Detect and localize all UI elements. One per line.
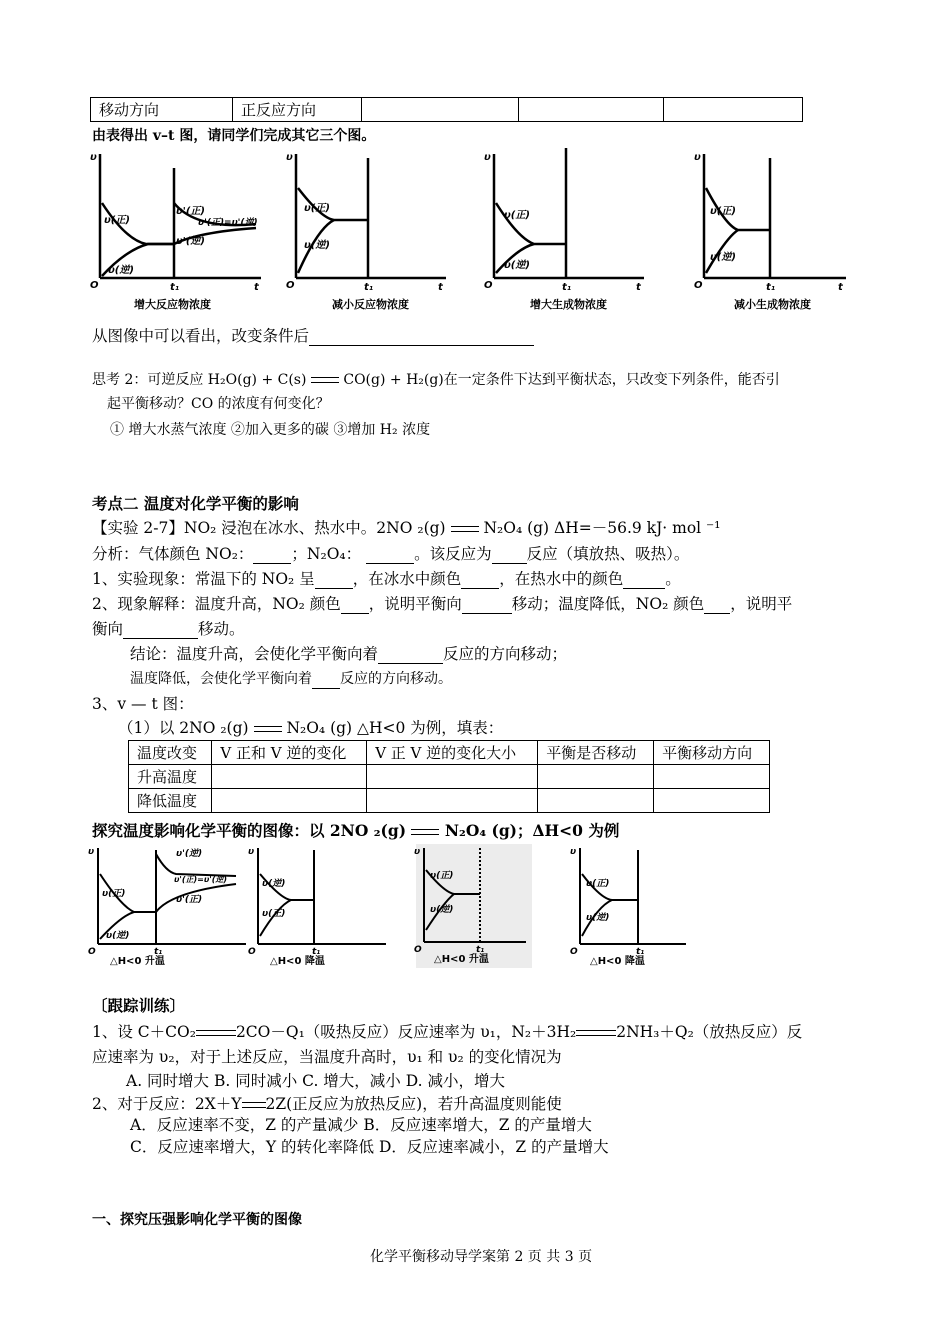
experiment-text: N₂O₄ (g) ΔH=－56.9 kJ· mol ⁻¹ xyxy=(483,519,721,537)
conclusion-text: 反应的方向移动。 xyxy=(340,671,452,687)
equilibrium-arrow-icon xyxy=(451,523,479,535)
q1-options: A. 同时增大 B. 同时减小 C. 增大，减小 D. 减小，增大 xyxy=(126,1072,505,1090)
axis-o-label: O xyxy=(90,280,99,291)
axis-t-label: t xyxy=(254,282,259,293)
axis-o-label: O xyxy=(570,947,578,957)
think2-options: ① 增大水蒸气浓度 ②加入更多的碳 ③增加 H₂ 浓度 xyxy=(110,422,431,438)
axis-v-label: υ xyxy=(248,847,255,857)
page-footer: 化学平衡移动导学案第 2 页 共 3 页 xyxy=(370,1249,593,1265)
q1-text: 2CO－Q₁（吸热反应）反应速率为 υ₁，N₂＋3H₂ xyxy=(235,1023,577,1041)
analysis-text: ；N₂O₄： xyxy=(291,545,362,563)
axis-v-label: υ xyxy=(694,152,701,163)
explore-temp-title xyxy=(92,821,619,841)
phenomenon-text: ，在冰水中颜色 xyxy=(352,570,462,588)
equilibrium-arrow-icon xyxy=(411,826,439,838)
table-cell xyxy=(538,765,654,789)
conclusion-text: 结论：温度升高，会使化学平衡向着 xyxy=(130,645,379,663)
graph-caption: 增大反应物浓度 xyxy=(134,298,211,311)
graphs-row2 xyxy=(86,844,686,970)
conclusion-line2 xyxy=(130,669,452,689)
equilibrium-arrow-icon xyxy=(196,1027,236,1039)
experiment-line xyxy=(92,518,720,538)
axis-o-label: O xyxy=(414,945,422,955)
curve-label: υ(逆) xyxy=(304,240,330,251)
explanation-text: 移动。 xyxy=(198,620,245,638)
table-cell xyxy=(367,765,538,789)
phenomenon-text: 。 xyxy=(665,570,681,588)
graph-caption: 增大生成物浓度 xyxy=(530,298,607,311)
table-cell xyxy=(519,98,664,122)
graph-caption: △H<0 升温 xyxy=(434,954,489,965)
axis-v-label: υ xyxy=(570,847,577,857)
table-row xyxy=(129,765,770,789)
table-cell: 移动方向 xyxy=(91,98,233,122)
q2-line xyxy=(92,1094,562,1114)
explanation-text: 衡向 xyxy=(92,620,124,638)
equilibrium-arrow-icon xyxy=(311,374,339,386)
table-cell xyxy=(664,98,803,122)
table-cell: 正反应方向 xyxy=(233,98,362,122)
analysis-text: 分析：气体颜色 NO₂： xyxy=(92,545,254,563)
axis-t-label: t xyxy=(636,282,641,293)
graph-caption: △H<0 降温 xyxy=(270,956,325,967)
axis-v-label: υ xyxy=(484,152,491,163)
graphs-row1 xyxy=(86,148,876,316)
curve-label: υ(正) xyxy=(102,889,126,899)
table-cell xyxy=(654,765,770,789)
conclusion-line1 xyxy=(130,644,567,664)
curve-label: υ(逆) xyxy=(108,265,134,276)
curve-label: υ(正) xyxy=(504,210,530,221)
axis-v-label: υ xyxy=(88,847,95,857)
practice-title: 〔跟踪训练〕 xyxy=(92,996,186,1015)
top-table xyxy=(90,97,803,122)
curve-label: υ'(正)=υ'(逆) xyxy=(174,875,228,884)
axis-v-label: υ xyxy=(414,847,421,857)
curve-label: υ'(逆) xyxy=(176,849,203,859)
fill-text: N₂O₄ (g) △H<0 为例，填表： xyxy=(286,719,504,737)
q1-text: 1、设 C＋CO₂ xyxy=(92,1023,196,1041)
graph-caption: △H<0 降温 xyxy=(590,956,645,967)
equilibrium-arrow-icon xyxy=(242,1099,266,1111)
explore-text: N₂O₄ (g)；ΔH<0 为例 xyxy=(444,821,620,840)
curve-label: υ(逆) xyxy=(504,260,530,271)
vt-title: 3、v — t 图： xyxy=(92,695,194,713)
axis-o-label: O xyxy=(248,947,256,957)
axis-v-label: υ xyxy=(286,152,293,163)
axis-o-label: O xyxy=(484,280,493,291)
table-cell: 升高温度 xyxy=(129,765,212,789)
axis-t-label: t xyxy=(438,282,443,293)
axis-v-label: υ xyxy=(90,152,97,163)
table-cell xyxy=(654,789,770,813)
image-conclusion-text: 从图像中可以看出，改变条件后 xyxy=(92,327,310,345)
curve-label: υ(逆) xyxy=(586,913,610,923)
explanation-line1 xyxy=(92,594,792,614)
think2-line2: 起平衡移动？CO 的浓度有何变化？ xyxy=(107,396,330,412)
table-header: 平衡移动方向 xyxy=(654,741,770,765)
q2-text: 2Z(正反应为放热反应)，若升高温度则能使 xyxy=(265,1095,562,1113)
graph-caption: 减小反应物浓度 xyxy=(332,298,409,311)
conclusion-text: 反应的方向移动； xyxy=(443,645,568,663)
section3-title: 一、探究压强影响化学平衡的图像 xyxy=(92,1212,302,1228)
axis-t1-label: t₁ xyxy=(312,947,321,957)
graph-caption: 减小生成物浓度 xyxy=(734,298,811,311)
table-header: V 正 V 逆的变化大小 xyxy=(367,741,538,765)
equilibrium-arrow-icon xyxy=(254,723,282,735)
table-cell: 降低温度 xyxy=(129,789,212,813)
q2-option-line2: C．反应速率增大，Y 的转化率降低 D．反应速率减小，Z 的产量增大 xyxy=(130,1138,609,1156)
curve-label: υ'(正) xyxy=(176,895,203,905)
axis-t-label: t xyxy=(838,282,843,293)
curve-label: υ(正) xyxy=(430,871,454,881)
axis-o-label: O xyxy=(286,280,295,291)
analysis-text: 反应（填放热、吸热）。 xyxy=(526,545,690,563)
axis-t1-label: t₁ xyxy=(562,282,572,293)
table-cell xyxy=(362,98,519,122)
q2-text: 2、对于反应：2X＋Y xyxy=(92,1095,242,1113)
q1-line1 xyxy=(92,1022,802,1042)
explanation-line2 xyxy=(92,619,245,639)
explore-text: 探究温度影响化学平衡的图像：以 2NO ₂(g) xyxy=(92,821,407,840)
curve-label: υ(逆) xyxy=(106,931,130,941)
graph-caption: △H<0 升温 xyxy=(110,956,165,967)
axis-o-label: O xyxy=(88,947,96,957)
axis-t1-label: t₁ xyxy=(476,945,485,955)
table-cell xyxy=(367,789,538,813)
curve-label: υ'(逆) xyxy=(176,236,205,247)
axis-o-label: O xyxy=(694,280,703,291)
q2-option-line1: A．反应速率不变，Z 的产量减少 B．反应速率增大，Z 的产量增大 xyxy=(130,1116,592,1134)
table-header: 平衡是否移动 xyxy=(538,741,654,765)
curve-label: υ(正) xyxy=(262,909,286,919)
axis-t1-label: t₁ xyxy=(766,282,776,293)
curve-label: υ(正) xyxy=(304,203,330,214)
curve-label: υ(正) xyxy=(586,879,610,889)
curve-label: υ'(正) xyxy=(176,206,205,217)
q1-text: 2NH₃＋Q₂（放热反应）反 xyxy=(616,1023,803,1041)
explanation-text: 移动；温度降低，NO₂ 颜色 xyxy=(511,595,705,613)
table-header: V 正和 V 逆的变化 xyxy=(212,741,367,765)
intro-line: 由表得出 v–t 图，请同学们完成其它三个图。 xyxy=(92,128,376,144)
curve-label: υ(逆) xyxy=(430,905,454,915)
curve-label: υ(逆) xyxy=(710,252,736,263)
table-cell xyxy=(212,789,367,813)
table-cell xyxy=(212,765,367,789)
temperature-table xyxy=(128,740,770,813)
analysis-text: 。该反应为 xyxy=(414,545,492,563)
table-cell xyxy=(538,789,654,813)
q1-line2: 应速率为 υ₂，对于上述反应，当温度升高时，υ₁ 和 υ₂ 的变化情况为 xyxy=(92,1048,562,1066)
phenomenon-text: ，在热水中的颜色 xyxy=(499,570,624,588)
axis-t1-label: t₁ xyxy=(170,282,180,293)
axis-t1-label: t₁ xyxy=(364,282,374,293)
explanation-text: ，说明平 xyxy=(730,595,793,613)
fill-instruction xyxy=(118,718,503,738)
think2-text: 思考 2：可逆反应 H₂O(g) + C(s) xyxy=(92,372,307,388)
axis-t1-label: t₁ xyxy=(636,947,645,957)
fill-text: （1）以 2NO ₂(g) xyxy=(118,719,249,737)
table-header: 温度改变 xyxy=(129,741,212,765)
curve-label: υ'(正)=υ'(逆) xyxy=(198,218,258,228)
think2-line1 xyxy=(92,370,780,390)
equilibrium-arrow-icon xyxy=(576,1027,616,1039)
explanation-text: ，说明平衡向 xyxy=(368,595,462,613)
phenomenon-text: 1、实验现象：常温下的 NO₂ 呈 xyxy=(92,570,315,588)
think2-text: CO(g) + H₂(g)在一定条件下达到平衡状态，只改变下列条件，能否引 xyxy=(343,372,780,388)
curve-label: υ(正) xyxy=(104,215,130,226)
axis-t1-label: t₁ xyxy=(154,947,163,957)
experiment-text: 【实验 2-7】NO₂ 浸泡在冰水、热水中。2NO ₂(g) xyxy=(92,519,446,537)
image-conclusion xyxy=(92,326,534,346)
explanation-text: 2、现象解释：温度升高，NO₂ 颜色 xyxy=(92,595,341,613)
curve-label: υ(逆) xyxy=(262,879,286,889)
table-row xyxy=(129,789,770,813)
section2-title: 考点二 温度对化学平衡的影响 xyxy=(92,494,299,513)
curve-label: υ(正) xyxy=(710,206,736,217)
conclusion-text: 温度降低，会使化学平衡向着 xyxy=(130,671,312,687)
analysis-line xyxy=(92,544,689,564)
phenomenon-line xyxy=(92,569,681,589)
